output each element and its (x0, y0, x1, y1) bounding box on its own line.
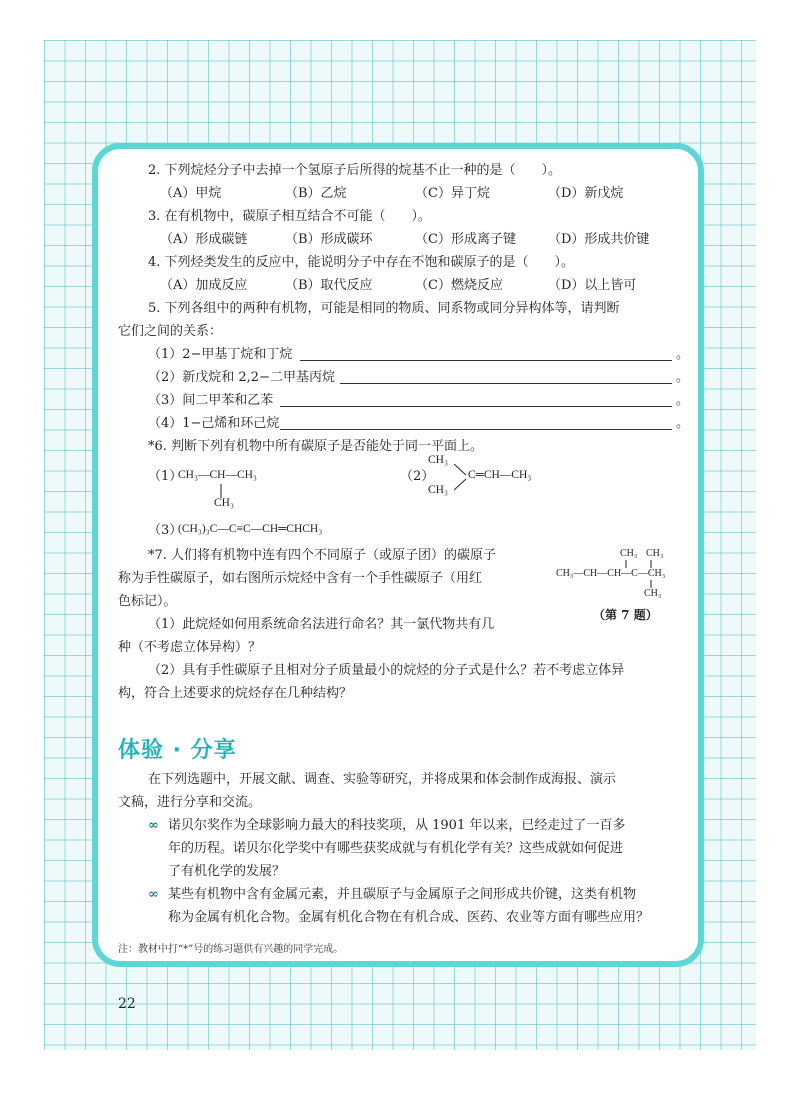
q6-stem: *6. 判断下列有机物中所有碳原子是否能处于同一平面上。 (148, 439, 484, 454)
footnote: 注：教材中打“*”号的练习题供有兴趣的同学完成。 (118, 944, 344, 955)
q7-line-6: （2）具有手性碳原子且相对分子质量最小的烷烃的分子式是什么？若不考虑立体异 (148, 663, 625, 678)
page-number: 22 (118, 996, 136, 1012)
molecule-2-bottom: CH₃ (428, 484, 448, 496)
q6-label-2: （2） (400, 469, 435, 484)
fig7-caption: （第 7 题） (593, 608, 658, 622)
period: 。 (676, 393, 690, 408)
answer-line (280, 392, 672, 407)
q3-option-d: （D）形成共价键 (548, 232, 650, 247)
bullet2-line-1: 某些有机物中含有金属元素，并且碳原子与金属原子之间形成共价键，这类有机物 (168, 887, 637, 902)
q2-stem: 2. 下列烷烃分子中去掉一个氢原子后所得的烷基不止一种的是（ ）。 (148, 163, 562, 178)
fig7-bottom: CH₃ (644, 588, 662, 599)
q4-stem: 4. 下列烃类发生的反应中，能说明分子中存在不饱和碳原子的是（ ）。 (148, 255, 575, 270)
infinity-bullet-icon: ∞ (148, 818, 159, 833)
period: 。 (676, 370, 690, 385)
period: 。 (676, 416, 690, 431)
q5-item-3: （3）间二甲苯和乙苯 (148, 393, 274, 408)
q3-option-b: （B）形成碳环 (285, 232, 373, 247)
section-title: 体验 · 分享 (118, 738, 237, 763)
section-intro-1: 在下列选题中，开展文献、调查、实验等研究，并将成果和体会制作成海报、演示 (148, 772, 617, 787)
q4-option-b: （B）取代反应 (285, 278, 373, 293)
q5-item-4: （4）1−己烯和环己烷 (148, 416, 280, 431)
q4-option-a: （A）加成反应 (160, 278, 248, 293)
fig7-top-2: CH₃ (646, 548, 664, 559)
answer-line (340, 369, 672, 384)
q3-option-c: （C）形成离子键 (415, 232, 516, 247)
period: 。 (676, 347, 690, 362)
q4-option-c: （C）燃烧反应 (415, 278, 503, 293)
q7-line-3: 色标记）。 (118, 594, 177, 609)
q7-line-4: （1）此烷烃如何用系统命名法进行命名？其一氯代物共有几 (148, 617, 495, 632)
bullet1-line-1: 诺贝尔奖作为全球影响力最大的科技奖项，从 1901 年以来，已经走过了一百多 (168, 818, 626, 833)
molecule-2-main: C═CH—CH₃ (468, 469, 532, 481)
bond-lines (452, 462, 468, 492)
q5-stem-line1: 5. 下列各组中的两种有机物，可能是相同的物质、同系物或同分异构体等，请判断 (148, 301, 620, 316)
q5-item-2: （2）新戊烷和 2,2−二甲基丙烷 (148, 370, 335, 385)
molecule-1-branch: CH₃ (214, 497, 234, 509)
fig7-top-1: CH₃ (620, 548, 638, 559)
q2-option-d: （D）新戊烷 (548, 186, 624, 201)
fig7-main: CH₃—CH—CH—C—CH₃ (556, 568, 666, 579)
answer-line (300, 346, 672, 361)
q7-line-5: 种（不考虑立体异构）？ (118, 640, 262, 655)
q7-line-1: *7. 人们将有机物中连有四个不同原子（或原子团）的碳原子 (148, 548, 497, 563)
q2-option-b: （B）乙烷 (285, 186, 347, 201)
q7-line-2: 称为手性碳原子，如右图所示烷烃中含有一个手性碳原子（用红 (118, 571, 483, 586)
bullet2-line-2: 称为金属有机化合物。金属有机化合物在有机合成、医药、农业等方面有哪些应用？ (168, 910, 650, 925)
q3-stem: 3. 在有机物中，碳原子相互结合不可能（ ）。 (148, 209, 432, 224)
molecule-2-top: CH₃ (428, 454, 448, 466)
q2-option-a: （A）甲烷 (160, 186, 222, 201)
infinity-bullet-icon: ∞ (148, 887, 159, 902)
q7-line-7: 构，符合上述要求的烷烃存在几种结构？ (118, 686, 353, 701)
q6-label-3: （3） (148, 523, 183, 538)
q3-option-a: （A）形成碳链 (160, 232, 248, 247)
q5-item-1: （1）2−甲基丁烷和丁烷 (148, 347, 293, 362)
section-intro-2: 文稿，进行分享和交流。 (118, 795, 262, 810)
q2-option-c: （C）异丁烷 (415, 186, 490, 201)
q6-label-1: （1） (148, 469, 183, 484)
molecule-1-main: CH₃—CH—CH₃ (178, 469, 257, 481)
answer-line (280, 415, 672, 430)
molecule-3: (CH₃)₃C—C≡C—CH═CHCH₃ (178, 523, 323, 535)
bullet1-line-3: 了有机化学的发展？ (168, 864, 286, 879)
q5-stem-line2: 它们之间的关系： (118, 324, 223, 339)
bond-line (220, 484, 222, 498)
q4-option-d: （D）以上皆可 (548, 278, 637, 293)
bullet1-line-2: 年的历程。诺贝尔化学奖中有哪些获奖成就与有机化学有关？这些成就如何促进 (168, 841, 624, 856)
